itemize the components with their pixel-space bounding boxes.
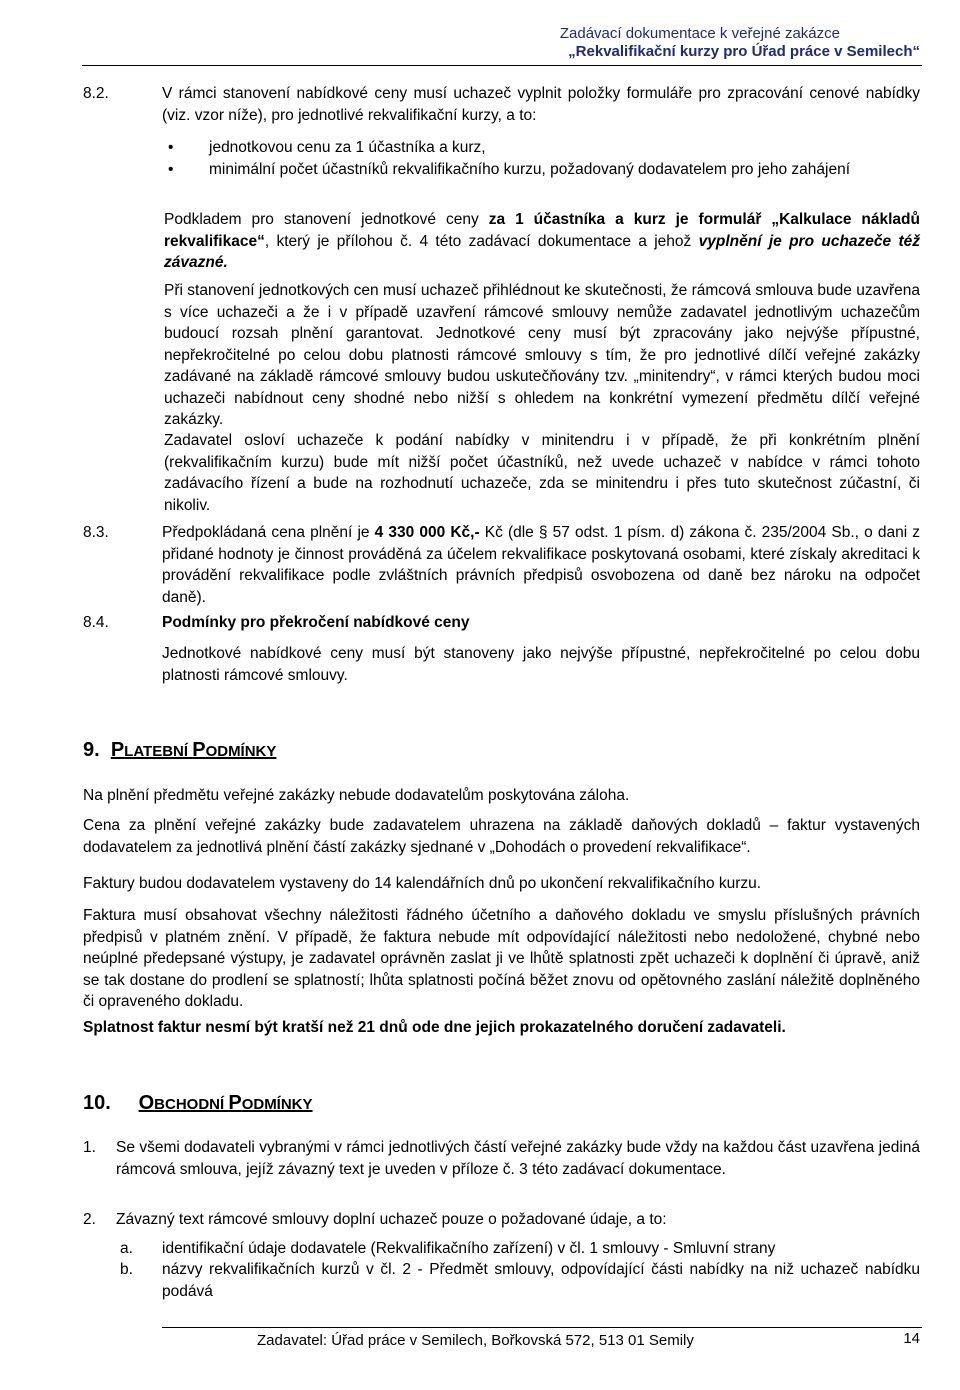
section-10-number: 10. [83,1092,111,1114]
title-rest: LATEBNÍ [124,743,193,760]
list-item-1: Se všemi dodavateli vybranými v rámci jednotlivých částí veřejné zakázky bude vždy na každou část uzavřena jediná rámcová smlouva, jejíž závazný text je uveden v příloze č. 3 této zadávací dokumentace. [116,1139,920,1178]
title-rest: ODMÍNKY [241,1096,313,1113]
section-8-4-paragraph: Jednotkové nabídkové ceny musí být stanoveny jako nejvýše přípustné, nepřekročitelné po celou dobu platnosti rámcové smlouvy. [162,645,920,684]
footer-text: Zadavatel: Úřad práce v Semilech, Bořkovská 572, 513 01 Semily [257,1332,694,1349]
sub-item-b: názvy rekvalifikačních kurzů v čl. 2 - Předmět smlouvy, odpovídající části nabídky na niž uchazeč nabídku podává [162,1261,920,1300]
section-9-title [111,739,277,761]
bullet-dot: • [168,161,174,178]
list-item-2-number: 2. [83,1211,96,1228]
price-amount: 4 330 000 Kč,- [374,524,480,541]
section-8-2-paragraph-2: Při stanovení jednotkových cen musí uchazeč přihlédnout ke skutečnosti, že rámcová smlouva bude uzavřena s více uchazeči a že i v případě uzavření rámcové smlouvy nemůže zadavatel jednotlivým uchazečům budoucí rozsah plnění garantovat. Jednotkové ceny musí být zpracovány jako nejvýše přípustné, nepřekročitelné po celou dobu platnosti rámcové smlouvy s tím, že pro jednotlivé dílčí veřejné zakázky zadávané na základě rámcové smlouvy budou uskutečňovány tzv. „minitendry“, v rámci kterých budou moci uchazeči nabídnout ceny shodné nebo nižší s ohledem na konkrétní vymezení předmětu dílčí veřejné zakázky. [164,282,920,428]
title-initial: P [192,739,206,761]
title-initial: P [228,1092,242,1114]
header-rule [82,65,922,66]
section-8-2-paragraph-3: Zadavatel osloví uchazeče k podání nabídky v minitendru i v případě, že při konkrétním plnění (rekvalifikačním kurzu) bude mít nižší počet účastníků, než uvede uchazeč v nabídce v rámci tohoto zadávacího řízení a bude na rozhodnutí uchazeče, zda se minitendru i přes tuto skutečnost zúčastní, či nikoliv. [164,432,920,514]
sub-item-a: identifikační údaje dodavatele (Rekvalifikačního zařízení) v čl. 1 smlouvy - Smluvní strany [162,1240,776,1257]
section-8-4-number: 8.4. [83,614,109,631]
section-8-2-number: 8.2. [83,85,109,102]
sub-item-a-letter: a. [120,1240,133,1257]
basis-text: Podkladem pro stanovení jednotkové ceny [164,211,489,228]
list-item-2: Závazný text rámcové smlouvy doplní uchazeč pouze o požadované údaje, a to: [116,1211,667,1228]
header-line-2: „Rekvalifikační kurzy pro Úřad práce v Semilech“ [568,43,920,60]
section-9-paragraph-1: Na plnění předmětu veřejné zakázky nebude dodavatelům poskytována záloha. [83,787,630,804]
section-8-2-basis-paragraph [164,209,920,274]
price-text-2: Kč (dle § 57 odst. 1 písm. d) zákona č. 235/2004 Sb., o dani z přidané hodnoty je činnost prováděná za účelem rekvalifikace poskytovaná osobami, které získaly akreditaci k provádění rekvalifikace podle zvláštních právních předpisů osvobozena od daně bez nároku na odpočet daně). [162,524,921,606]
basis-bold: za 1 účastníka a kurz je formulář „Kalkulace nákladů rekvalifikace“ [164,211,920,250]
title-rest: ODMÍNKY [205,743,277,760]
section-9-heading [83,738,276,764]
header-line-1: Zadávací dokumentace k veřejné zakázce [559,25,840,42]
section-9-paragraph-3: Faktury budou dodavatelem vystaveny do 14 kalendářních dnů po ukončení rekvalifikačního kurzu. [83,875,762,892]
section-9-number: 9. [83,739,100,761]
section-9-paragraph-2: Cena za plnění veřejné zakázky bude zadavatelem uhrazena na základě daňových dokladů – faktur vystavených dodavatelem za jednotlivá plnění částí zakázky sjednané v „Dohodách o provedení rekvalifikace“. [83,817,920,856]
section-8-3-paragraph [162,522,920,608]
section-9-paragraph-5: Splatnost faktur nesmí být kratší než 21 dnů ode dne jejich prokazatelného doručení zadavateli. [83,1019,786,1036]
price-text: Předpokládaná cena plnění je [162,524,375,541]
section-8-4-title: Podmínky pro překročení nabídkové ceny [162,614,470,631]
section-8-3-number: 8.3. [83,524,109,541]
title-rest: BCHODNÍ [154,1096,229,1113]
section-10-heading [83,1091,313,1117]
basis-bold-italic: vyplnění je pro uchazeče též závazné. [164,232,920,271]
title-initial: O [138,1092,155,1114]
title-initial: P [110,739,125,761]
sub-item-b-letter: b. [120,1261,133,1278]
page-number: 14 [903,1330,920,1347]
section-10-title [139,1092,313,1114]
bullet-item-1: jednotkovou cenu za 1 účastníka a kurz, [209,139,486,156]
basis-text-2: , který je přílohou č. 4 této zadávací dokumentace a jehož [264,232,699,250]
section-8-2-intro: V rámci stanovení nabídkové ceny musí uchazeč vyplnit položky formuláře pro zpracování cenové nabídky (viz. vzor níže), pro jednotlivé rekvalifikační kurzy, a to: [162,85,920,124]
bullet-dot: • [168,139,174,156]
footer-rule [162,1327,922,1328]
section-9-paragraph-4: Faktura musí obsahovat všechny náležitosti řádného účetního a daňového dokladu ve smyslu příslušných právních předpisů v platném znění. V případě, že faktura nebude mít odpovídající náležitosti nebo nedoložené, chybné nebo neúplné předepsané výstupy, je zadavatel oprávněn zaslat ji ve lhůtě splatnosti zpět uchazeči k doplnění či úpravě, aniž se tak dostane do prodlení se splatností; lhůta splatnosti počíná běžet znovu od opětovného zaslání náležitě doplněného či opraveného dokladu. [83,907,920,1010]
list-item-1-number: 1. [83,1139,96,1156]
bullet-item-2: minimální počet účastníků rekvalifikačního kurzu, požadovaný dodavatelem pro jeho zahájení [209,161,851,178]
